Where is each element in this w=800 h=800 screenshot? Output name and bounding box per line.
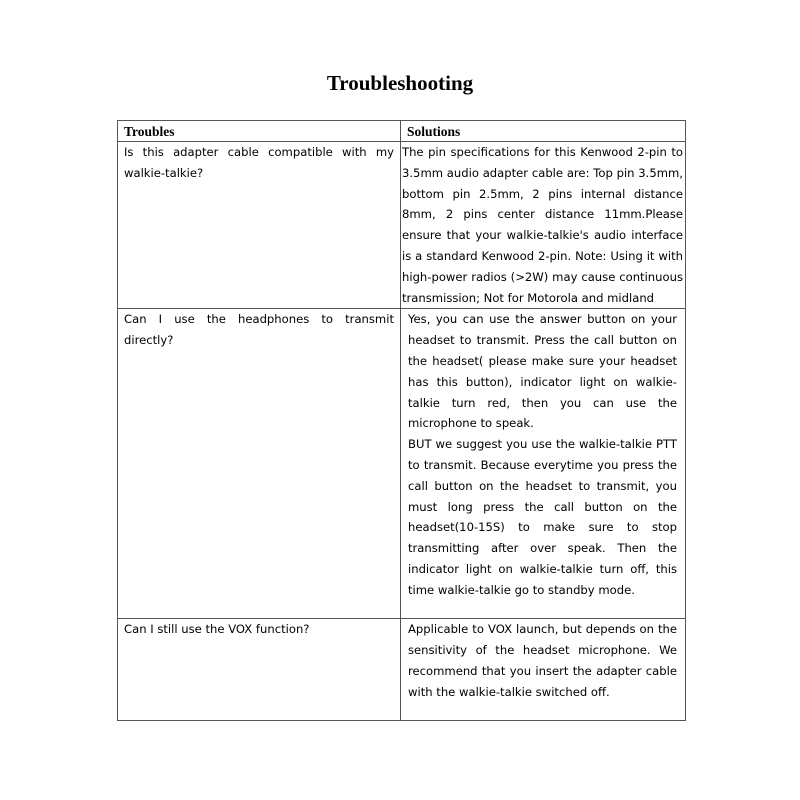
question-cell [118,309,401,619]
column-header-solutions: Solutions [401,121,686,142]
answer-text: Yes, you can use the answer button on your headset to transmit. Press the call button on the headset( please make sure your headset has this button), indicator light on walkie-talkie turn red, then you can use the microphone to speak. [408,312,677,431]
answer-text: BUT we suggest you use the walkie-talkie PTT to transmit. Because everytime you press the call button on the headset to transmit, you must long press the call button on the headset(10-15S) to make sure to stop transmitting after over speak. Then the indicator light on walkie-talkie turn off, this time walkie-talkie go to standby mode. [408,437,677,597]
table-row [118,309,686,619]
question-cell [118,142,401,309]
table-row [118,142,686,309]
answer-cell [401,309,686,619]
answer-text: The pin specifications for this Kenwood 2-pin to 3.5mm audio adapter cable are: Top pin 3.5mm, bottom pin 2.5mm, 2 pins internal distance 8mm, 2 pins center distance 11mm.Please ensure that your walkie-talkie's audio interface is a standard Kenwood 2-pin. Note: Using it with high-power radios (>2W) may cause continuous transmission; Not for Motorola and midland [402,145,683,305]
question-text: Is this adapter cable compatible with my walkie-talkie? [124,145,394,180]
question-cell [118,619,401,721]
troubleshooting-table [117,120,686,721]
question-text: Can I still use the VOX function? [124,622,310,637]
table-row [118,619,686,721]
column-header-troubles: Troubles [118,121,401,142]
table-header-row [118,121,686,142]
question-text: Can I use the headphones to transmit directly? [124,312,394,348]
answer-cell [401,619,686,721]
answer-cell [401,142,686,309]
page-title: Troubleshooting [326,71,474,95]
answer-text: Applicable to VOX launch, but depends on the sensitivity of the headset microphone. We recommend that you insert the adapter cable with the walkie-talkie switched off. [408,622,677,699]
